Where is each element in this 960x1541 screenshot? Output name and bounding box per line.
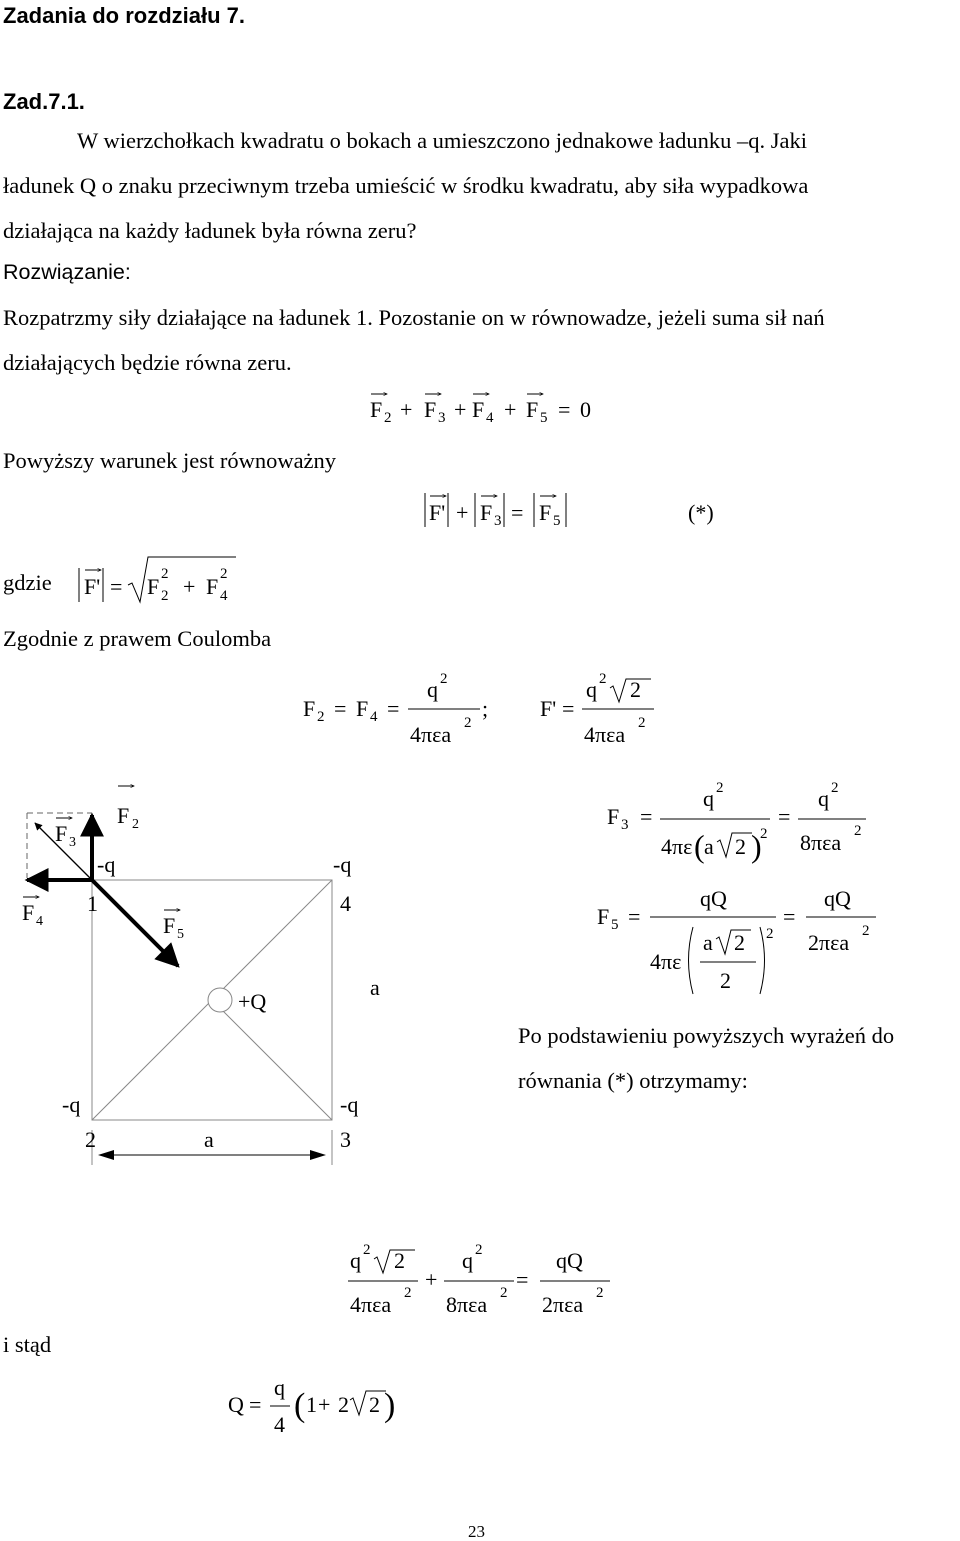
svg-text:+: + bbox=[504, 397, 517, 422]
section-title: Zadania do rozdziału 7. bbox=[3, 3, 246, 28]
star-label: (*) bbox=[688, 500, 714, 525]
svg-text:2: 2 bbox=[384, 410, 392, 426]
svg-text:+: + bbox=[400, 397, 413, 422]
solution-line-2: działających będzie równa zeru. bbox=[3, 350, 292, 375]
svg-text:a: a bbox=[703, 930, 713, 955]
svg-text:Q: Q bbox=[228, 1392, 244, 1417]
svg-text:2πεa: 2πεa bbox=[808, 930, 850, 955]
svg-text:2: 2 bbox=[638, 715, 646, 731]
equation-combined bbox=[348, 1242, 610, 1317]
svg-text:F': F' bbox=[84, 574, 101, 599]
svg-text:(: ( bbox=[694, 828, 705, 864]
problem-line-1: W wierzchołkach kwadratu o bokach a umieszczono jednakowe ładunku –q. Jaki bbox=[77, 128, 807, 153]
equation-resultant bbox=[79, 557, 236, 604]
charge-3-label: -q bbox=[340, 1092, 359, 1117]
corner-3-label: 3 bbox=[340, 1127, 351, 1152]
svg-text:8πεa: 8πεa bbox=[446, 1292, 488, 1317]
center-charge-label: +Q bbox=[238, 989, 267, 1014]
svg-text:4: 4 bbox=[220, 588, 228, 604]
corner-4-label: 4 bbox=[340, 891, 351, 916]
svg-text:3: 3 bbox=[438, 410, 446, 426]
svg-text:2: 2 bbox=[161, 566, 169, 582]
svg-text:+: + bbox=[456, 500, 469, 525]
svg-text:q: q bbox=[274, 1375, 285, 1400]
svg-text:F: F bbox=[424, 397, 437, 422]
label-F4: F bbox=[22, 900, 35, 925]
equation-F3 bbox=[607, 780, 866, 864]
equivalent-label: Powyższy warunek jest równoważny bbox=[3, 448, 337, 473]
center-charge-circle bbox=[208, 988, 232, 1012]
svg-text:=: = bbox=[334, 696, 347, 721]
svg-text:2: 2 bbox=[440, 671, 448, 687]
svg-text:1: 1 bbox=[306, 1392, 317, 1417]
svg-text:2: 2 bbox=[720, 968, 731, 993]
where-label: gdzie bbox=[3, 570, 52, 595]
svg-text:4πεa: 4πεa bbox=[584, 722, 626, 747]
svg-text:4: 4 bbox=[370, 709, 378, 725]
svg-text:2: 2 bbox=[854, 823, 862, 839]
svg-text:=: = bbox=[558, 397, 571, 422]
substitution-line-1: Po podstawieniu powyższych wyrażeń do bbox=[518, 1023, 895, 1048]
svg-text:4πεa: 4πεa bbox=[410, 722, 452, 747]
svg-text:2: 2 bbox=[599, 671, 607, 687]
svg-text:=: = bbox=[778, 804, 791, 829]
svg-text:=: = bbox=[511, 500, 524, 525]
svg-text:3: 3 bbox=[621, 817, 629, 833]
svg-text:F: F bbox=[147, 574, 160, 599]
svg-text:=: = bbox=[640, 804, 653, 829]
svg-text:q: q bbox=[586, 677, 597, 702]
svg-text:2: 2 bbox=[369, 1392, 380, 1417]
svg-text:+: + bbox=[183, 574, 196, 599]
svg-text:2: 2 bbox=[760, 826, 768, 842]
side-label-right: a bbox=[370, 975, 380, 1000]
svg-text:2: 2 bbox=[317, 709, 325, 725]
svg-text:=: = bbox=[628, 904, 641, 929]
svg-text:2: 2 bbox=[716, 780, 724, 796]
svg-text:2: 2 bbox=[831, 780, 839, 796]
svg-text:F: F bbox=[539, 500, 552, 525]
equation-F5 bbox=[597, 886, 876, 994]
solution-label: Rozwiązanie: bbox=[3, 260, 131, 284]
svg-text:2: 2 bbox=[464, 715, 472, 731]
svg-text:0: 0 bbox=[580, 397, 591, 422]
svg-text:+: + bbox=[425, 1267, 438, 1292]
svg-text:=: = bbox=[562, 696, 575, 721]
svg-text:qQ: qQ bbox=[700, 886, 727, 911]
svg-text:4: 4 bbox=[36, 914, 43, 929]
equation-result bbox=[228, 1375, 395, 1437]
svg-text:4: 4 bbox=[486, 410, 494, 426]
svg-text:2: 2 bbox=[862, 923, 870, 939]
svg-text:4πε: 4πε bbox=[650, 949, 682, 974]
svg-text:F: F bbox=[607, 804, 620, 829]
problem-number: Zad.7.1. bbox=[3, 89, 85, 114]
problem-line-2: ładunek Q o znaku przeciwnym trzeba umieścić w środku kwadratu, aby siła wypadkowa bbox=[3, 173, 809, 198]
svg-text:2: 2 bbox=[132, 817, 139, 832]
label-F3: F bbox=[55, 821, 68, 846]
svg-text:4: 4 bbox=[274, 1412, 285, 1437]
equation-magnitudes bbox=[425, 493, 714, 529]
svg-text:2: 2 bbox=[630, 677, 641, 702]
svg-text:=: = bbox=[783, 904, 796, 929]
svg-text:2: 2 bbox=[220, 566, 228, 582]
svg-text:F: F bbox=[303, 696, 316, 721]
svg-text:2: 2 bbox=[404, 1285, 412, 1301]
equation-coulomb bbox=[303, 671, 654, 747]
svg-text:2πεa: 2πεa bbox=[542, 1292, 584, 1317]
svg-text:2: 2 bbox=[735, 834, 746, 859]
svg-text:2: 2 bbox=[734, 930, 745, 955]
svg-text:4πεa: 4πεa bbox=[350, 1292, 392, 1317]
svg-text:+: + bbox=[454, 397, 467, 422]
svg-text:2: 2 bbox=[475, 1242, 483, 1258]
side-label-bottom: a bbox=[204, 1127, 214, 1152]
svg-text:q: q bbox=[350, 1248, 361, 1273]
page-number: 23 bbox=[468, 1522, 485, 1541]
svg-text:2: 2 bbox=[394, 1248, 405, 1273]
svg-text:=: = bbox=[110, 574, 123, 599]
svg-text:qQ: qQ bbox=[556, 1248, 583, 1273]
svg-text:F: F bbox=[597, 904, 610, 929]
svg-text:F: F bbox=[480, 500, 493, 525]
svg-text:2: 2 bbox=[766, 926, 774, 942]
svg-text:F': F' bbox=[429, 500, 446, 525]
svg-text:=: = bbox=[249, 1392, 262, 1417]
solution-line-1: Rozpatrzmy siły działające na ładunek 1. Pozostanie on w równowadze, jeżeli suma sił nań bbox=[3, 305, 825, 330]
corner-2-label: 2 bbox=[85, 1127, 96, 1152]
coulomb-label: Zgodnie z prawem Coulomba bbox=[3, 626, 272, 651]
svg-text:a: a bbox=[704, 834, 714, 859]
svg-text:F': F' bbox=[540, 696, 557, 721]
svg-text:q: q bbox=[427, 677, 438, 702]
svg-text:=: = bbox=[516, 1267, 529, 1292]
equation-vector-sum bbox=[370, 394, 591, 426]
label-F2: F bbox=[117, 803, 130, 828]
svg-text:3: 3 bbox=[494, 513, 502, 529]
svg-text:2: 2 bbox=[338, 1392, 349, 1417]
svg-text:q: q bbox=[703, 786, 714, 811]
svg-text:2: 2 bbox=[596, 1285, 604, 1301]
svg-text:5: 5 bbox=[540, 410, 548, 426]
substitution-line-2: równania (*) otrzymamy: bbox=[518, 1068, 748, 1093]
svg-text:3: 3 bbox=[69, 835, 76, 850]
problem-line-3: działająca na każdy ładunek była równa zeru? bbox=[3, 218, 417, 243]
label-F5: F bbox=[163, 913, 176, 938]
eq1-F: F bbox=[370, 397, 383, 422]
svg-text:): ) bbox=[384, 1387, 396, 1424]
svg-text:q: q bbox=[818, 786, 829, 811]
svg-text:4πε: 4πε bbox=[661, 834, 693, 859]
svg-text:): ) bbox=[751, 828, 762, 864]
svg-text:(: ( bbox=[294, 1387, 306, 1424]
svg-text:5: 5 bbox=[177, 927, 184, 942]
svg-text:F: F bbox=[472, 397, 485, 422]
svg-text:q: q bbox=[462, 1248, 473, 1273]
svg-text:5: 5 bbox=[553, 513, 561, 529]
svg-text:=: = bbox=[387, 696, 400, 721]
svg-text:2: 2 bbox=[161, 588, 169, 604]
svg-text:;: ; bbox=[482, 696, 489, 721]
svg-text:2: 2 bbox=[363, 1242, 371, 1258]
charges-figure bbox=[22, 786, 380, 1165]
svg-text:+: + bbox=[318, 1392, 331, 1417]
svg-text:8πεa: 8πεa bbox=[800, 830, 842, 855]
charge-1-label: -q bbox=[97, 852, 116, 877]
svg-text:F: F bbox=[356, 696, 369, 721]
svg-text:2: 2 bbox=[500, 1285, 508, 1301]
hence-label: i stąd bbox=[3, 1332, 52, 1357]
corner-1-label: 1 bbox=[87, 891, 98, 916]
svg-text:qQ: qQ bbox=[824, 886, 851, 911]
svg-text:5: 5 bbox=[611, 917, 619, 933]
charge-2-label: -q bbox=[62, 1092, 81, 1117]
svg-text:F: F bbox=[526, 397, 539, 422]
charge-4-label: -q bbox=[333, 852, 352, 877]
svg-text:F: F bbox=[206, 574, 219, 599]
